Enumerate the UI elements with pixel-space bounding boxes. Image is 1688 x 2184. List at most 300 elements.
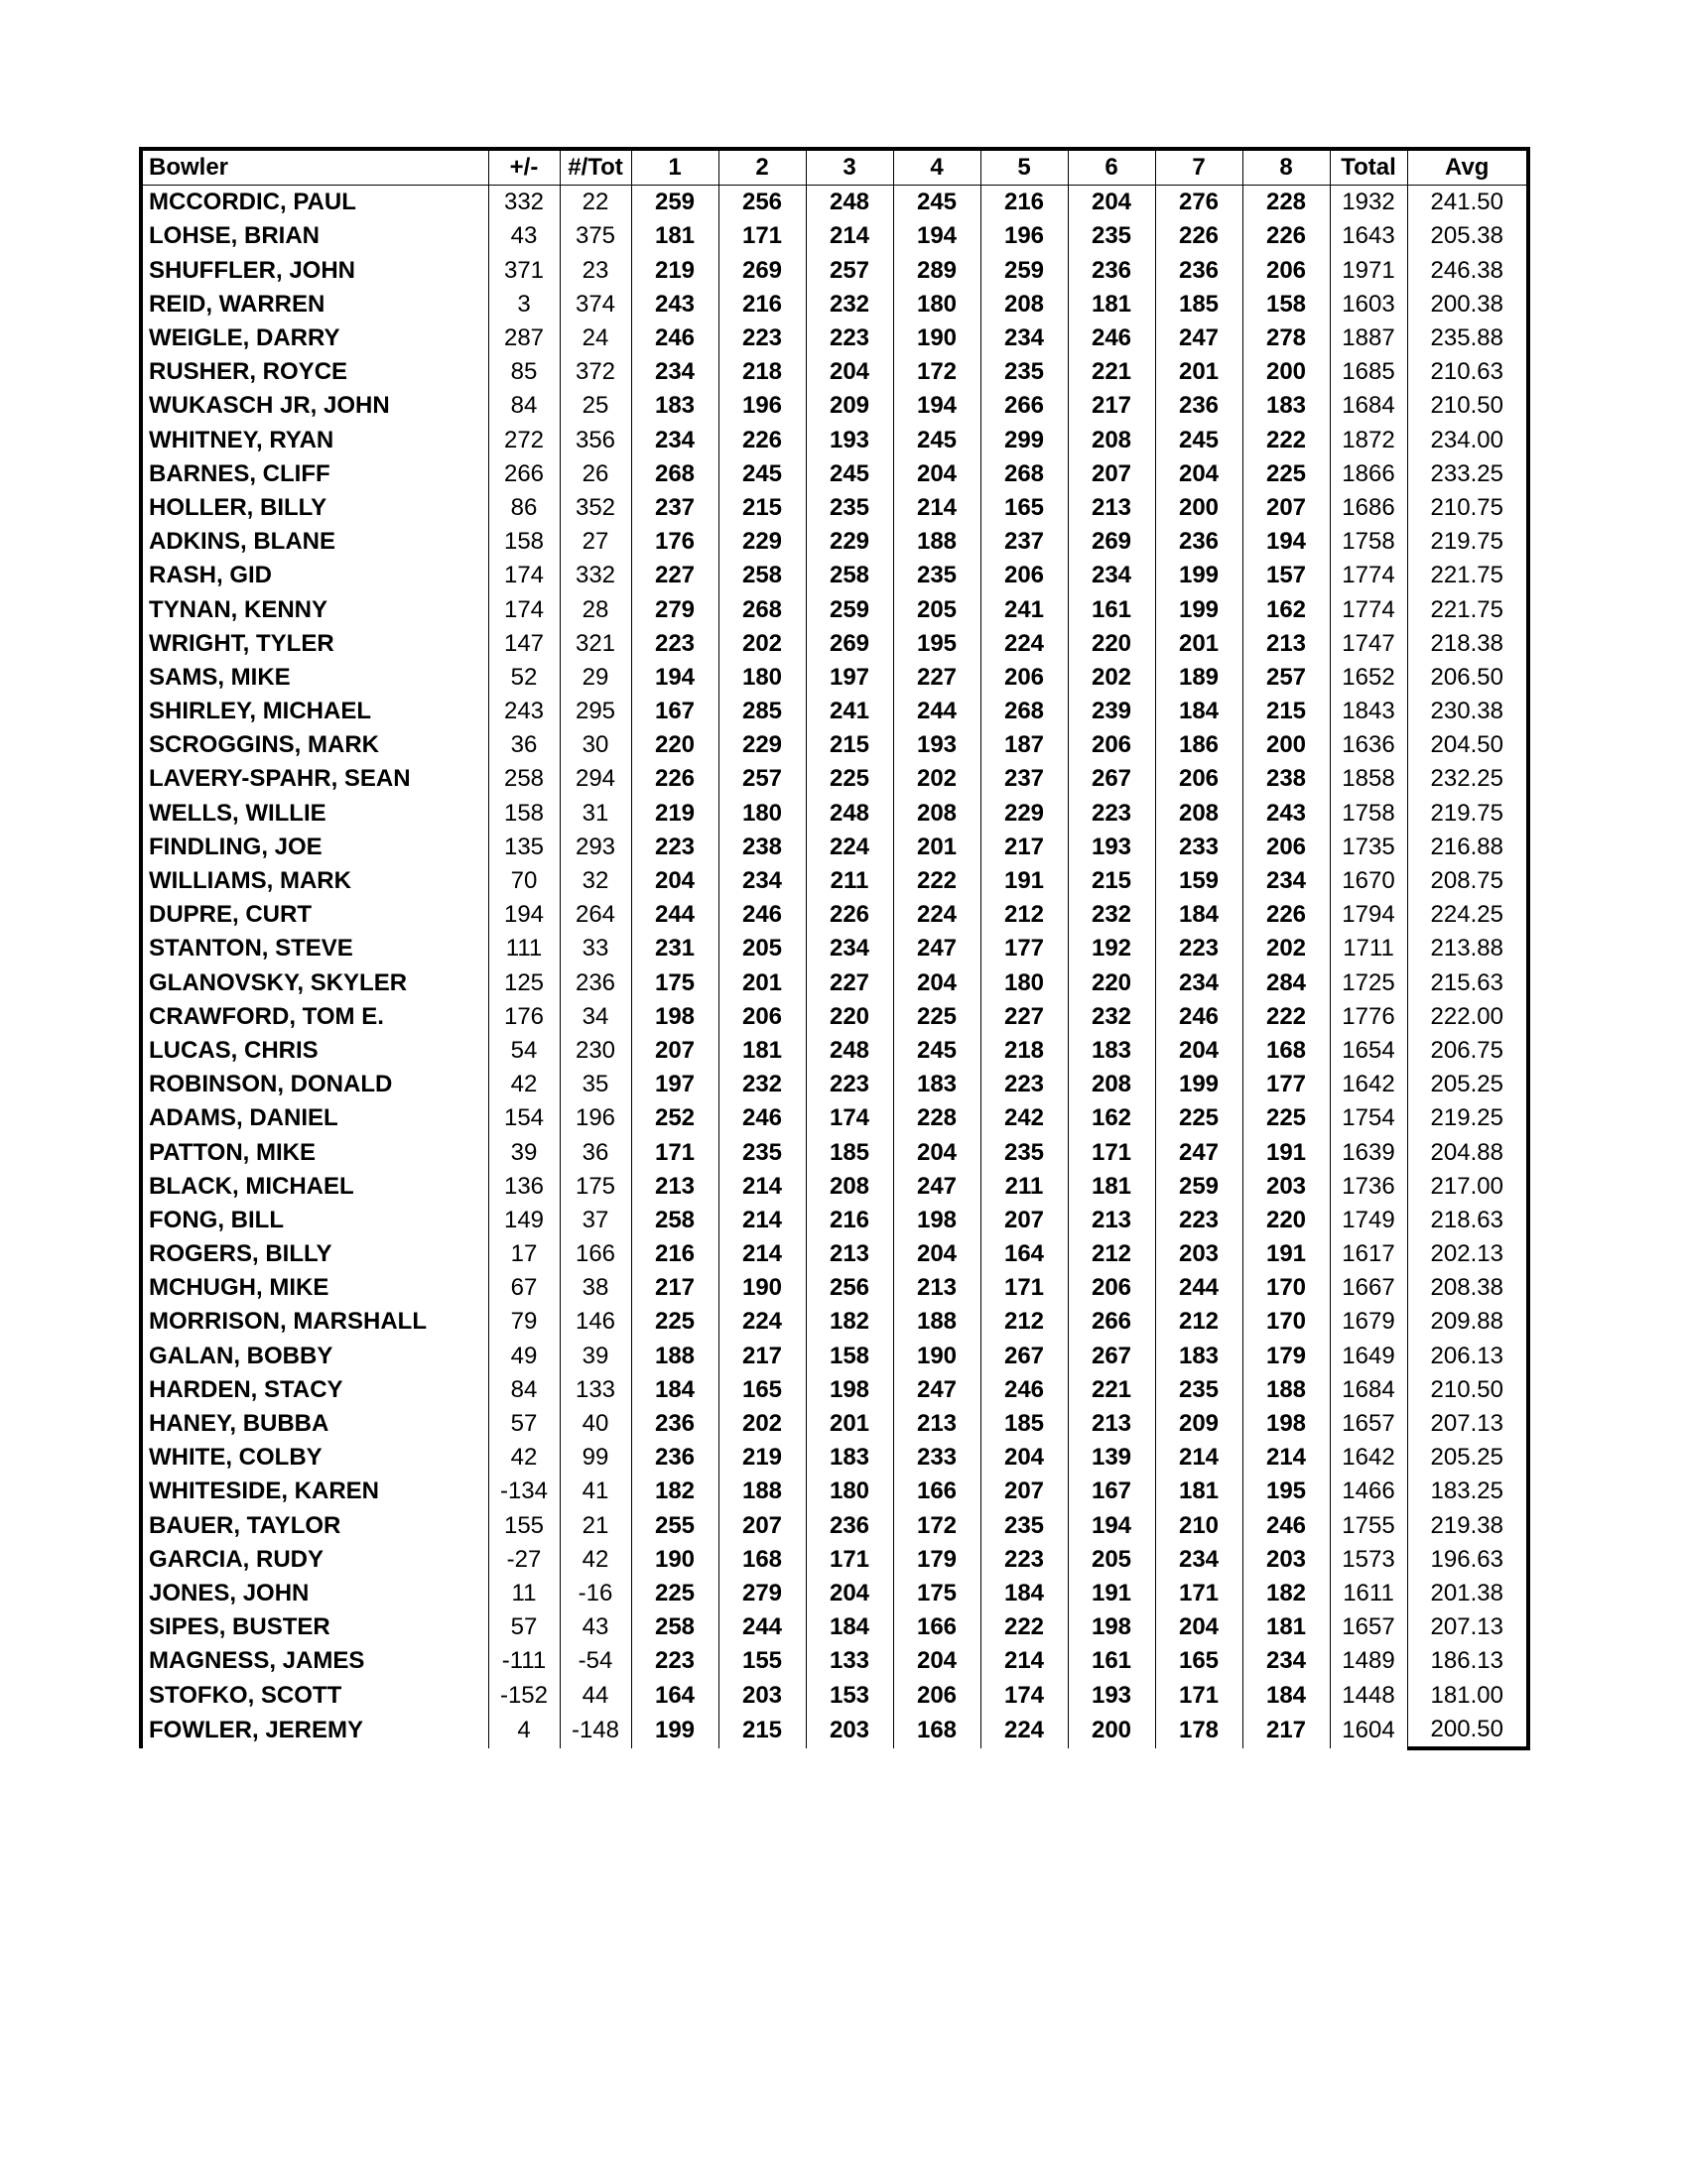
game-1-cell: 259 — [631, 186, 718, 220]
game-7-cell: 204 — [1155, 457, 1242, 491]
game-6-cell: 220 — [1068, 627, 1155, 661]
game-6-cell: 193 — [1068, 831, 1155, 864]
game-5-cell: 241 — [980, 592, 1068, 626]
number-total-cell: 43 — [560, 1610, 631, 1644]
number-total-cell: 38 — [560, 1271, 631, 1305]
game-7-cell: 246 — [1155, 1000, 1242, 1034]
game-2-cell: 223 — [718, 321, 806, 355]
game-7-cell: 236 — [1155, 525, 1242, 559]
game-8-cell: 225 — [1242, 1101, 1330, 1135]
table-row — [141, 424, 1528, 457]
game-5-cell: 206 — [980, 661, 1068, 695]
game-7-cell: 225 — [1155, 1101, 1242, 1135]
bowler-name-cell: GARCIA, RUDY — [141, 1543, 488, 1577]
game-8-cell: 183 — [1242, 389, 1330, 423]
game-6-cell: 161 — [1068, 592, 1155, 626]
game-7-cell: 199 — [1155, 1068, 1242, 1101]
game-4-cell: 194 — [893, 219, 980, 253]
game-5-cell: 237 — [980, 525, 1068, 559]
game-7-cell: 276 — [1155, 186, 1242, 220]
game-2-cell: 235 — [718, 1135, 806, 1169]
game-5-cell: 191 — [980, 864, 1068, 898]
number-total-cell: 356 — [560, 424, 631, 457]
plus-minus-cell: 111 — [488, 932, 560, 965]
total-cell: 1642 — [1330, 1068, 1407, 1101]
bowler-name-cell: MORRISON, MARSHALL — [141, 1305, 488, 1339]
game-4-cell: 206 — [893, 1678, 980, 1712]
table-row — [141, 1271, 1528, 1305]
plus-minus-cell: 272 — [488, 424, 560, 457]
game-5-cell: 212 — [980, 1305, 1068, 1339]
number-total-cell: 196 — [560, 1101, 631, 1135]
game-7-cell: 210 — [1155, 1509, 1242, 1543]
avg-cell: 200.38 — [1407, 288, 1528, 321]
game-4-cell: 208 — [893, 797, 980, 831]
game-6-cell: 269 — [1068, 525, 1155, 559]
avg-cell: 202.13 — [1407, 1237, 1528, 1271]
total-cell: 1872 — [1330, 424, 1407, 457]
game-3-cell: 193 — [806, 424, 893, 457]
bowler-score-table — [139, 147, 1530, 1750]
game-2-cell: 180 — [718, 661, 806, 695]
game-2-cell: 234 — [718, 864, 806, 898]
game-4-cell: 204 — [893, 1644, 980, 1678]
game-8-cell: 200 — [1242, 355, 1330, 389]
bowler-name-cell: PATTON, MIKE — [141, 1135, 488, 1169]
game-5-cell: 165 — [980, 491, 1068, 525]
game-2-cell: 279 — [718, 1577, 806, 1610]
game-1-cell: 225 — [631, 1577, 718, 1610]
game-3-cell: 216 — [806, 1204, 893, 1237]
game-3-cell: 213 — [806, 1237, 893, 1271]
bowler-name-cell: ADAMS, DANIEL — [141, 1101, 488, 1135]
bowler-name-cell: RASH, GID — [141, 559, 488, 592]
plus-minus-cell: 17 — [488, 1237, 560, 1271]
number-total-cell: 29 — [560, 661, 631, 695]
game-1-cell: 198 — [631, 1000, 718, 1034]
bowler-name-cell: BAUER, TAYLOR — [141, 1509, 488, 1543]
game-3-cell: 174 — [806, 1101, 893, 1135]
game-6-cell: 221 — [1068, 1373, 1155, 1407]
game-5-cell: 242 — [980, 1101, 1068, 1135]
number-total-cell: 41 — [560, 1475, 631, 1508]
game-8-cell: 168 — [1242, 1034, 1330, 1068]
game-5-cell: 218 — [980, 1034, 1068, 1068]
game-8-cell: 226 — [1242, 219, 1330, 253]
game-4-cell: 245 — [893, 186, 980, 220]
game-4-cell: 235 — [893, 559, 980, 592]
game-1-cell: 175 — [631, 966, 718, 1000]
game-3-cell: 183 — [806, 1441, 893, 1475]
plus-minus-cell: 70 — [488, 864, 560, 898]
game-8-cell: 200 — [1242, 728, 1330, 762]
game-5-cell: 237 — [980, 762, 1068, 796]
game-8-cell: 203 — [1242, 1543, 1330, 1577]
table-row — [141, 864, 1528, 898]
game-3-cell: 208 — [806, 1170, 893, 1204]
avg-cell: 206.13 — [1407, 1340, 1528, 1373]
table-row — [141, 762, 1528, 796]
plus-minus-cell: 155 — [488, 1509, 560, 1543]
game-5-cell: 184 — [980, 1577, 1068, 1610]
game-4-cell: 213 — [893, 1407, 980, 1441]
game-4-cell: 183 — [893, 1068, 980, 1101]
game-7-cell: 234 — [1155, 1543, 1242, 1577]
game-6-cell: 223 — [1068, 797, 1155, 831]
game-8-cell: 214 — [1242, 1441, 1330, 1475]
game-4-cell: 179 — [893, 1543, 980, 1577]
game-1-cell: 199 — [631, 1713, 718, 1748]
total-cell: 1667 — [1330, 1271, 1407, 1305]
game-8-cell: 243 — [1242, 797, 1330, 831]
game-2-cell: 201 — [718, 966, 806, 1000]
game-3-cell: 184 — [806, 1610, 893, 1644]
table-row — [141, 355, 1528, 389]
plus-minus-cell: 243 — [488, 695, 560, 728]
bowler-name-cell: LOHSE, BRIAN — [141, 219, 488, 253]
number-total-cell: 26 — [560, 457, 631, 491]
plus-minus-cell: 52 — [488, 661, 560, 695]
game-7-cell: 234 — [1155, 966, 1242, 1000]
game-3-cell: 223 — [806, 321, 893, 355]
game-6-cell: 220 — [1068, 966, 1155, 1000]
game-5-cell: 208 — [980, 288, 1068, 321]
game-4-cell: 193 — [893, 728, 980, 762]
game-4-cell: 172 — [893, 355, 980, 389]
total-cell: 1611 — [1330, 1577, 1407, 1610]
game-7-cell: 208 — [1155, 797, 1242, 831]
game-5-cell: 266 — [980, 389, 1068, 423]
game-8-cell: 158 — [1242, 288, 1330, 321]
avg-cell: 200.50 — [1407, 1713, 1528, 1748]
game-1-cell: 181 — [631, 219, 718, 253]
number-total-cell: 42 — [560, 1543, 631, 1577]
game-6-cell: 139 — [1068, 1441, 1155, 1475]
game-4-cell: 214 — [893, 491, 980, 525]
table-row — [141, 695, 1528, 728]
game-7-cell: 189 — [1155, 661, 1242, 695]
bowler-name-cell: WEIGLE, DARRY — [141, 321, 488, 355]
game-1-cell: 220 — [631, 728, 718, 762]
game-7-cell: 171 — [1155, 1577, 1242, 1610]
game-6-cell: 213 — [1068, 1407, 1155, 1441]
total-cell: 1755 — [1330, 1509, 1407, 1543]
game-8-cell: 257 — [1242, 661, 1330, 695]
game-8-cell: 188 — [1242, 1373, 1330, 1407]
bowler-name-cell: WUKASCH JR, JOHN — [141, 389, 488, 423]
game-7-cell: 244 — [1155, 1271, 1242, 1305]
game-4-cell: 247 — [893, 1170, 980, 1204]
total-cell: 1932 — [1330, 186, 1407, 220]
plus-minus-cell: 85 — [488, 355, 560, 389]
game-6-cell: 192 — [1068, 932, 1155, 965]
plus-minus-cell: 3 — [488, 288, 560, 321]
game-2-cell: 268 — [718, 592, 806, 626]
game-3-cell: 248 — [806, 1034, 893, 1068]
game-8-cell: 217 — [1242, 1713, 1330, 1748]
game-1-cell: 243 — [631, 288, 718, 321]
table-row — [141, 898, 1528, 932]
game-5-cell: 299 — [980, 424, 1068, 457]
game-1-cell: 237 — [631, 491, 718, 525]
game-7-cell: 247 — [1155, 1135, 1242, 1169]
number-total-cell: 37 — [560, 1204, 631, 1237]
total-cell: 1679 — [1330, 1305, 1407, 1339]
game-7-cell: 236 — [1155, 389, 1242, 423]
avg-cell: 213.88 — [1407, 932, 1528, 965]
game-6-cell: 161 — [1068, 1644, 1155, 1678]
number-total-cell: 34 — [560, 1000, 631, 1034]
table-row — [141, 254, 1528, 288]
game-5-cell: 267 — [980, 1340, 1068, 1373]
game-6-cell: 267 — [1068, 1340, 1155, 1373]
total-cell: 1774 — [1330, 559, 1407, 592]
total-cell: 1489 — [1330, 1644, 1407, 1678]
total-cell: 1736 — [1330, 1170, 1407, 1204]
total-cell: 1448 — [1330, 1678, 1407, 1712]
table-row — [141, 321, 1528, 355]
game-6-cell: 239 — [1068, 695, 1155, 728]
plus-minus-cell: 84 — [488, 389, 560, 423]
game-5-cell: 214 — [980, 1644, 1068, 1678]
game-1-cell: 219 — [631, 254, 718, 288]
game-5-cell: 171 — [980, 1271, 1068, 1305]
game-2-cell: 202 — [718, 1407, 806, 1441]
avg-cell: 208.75 — [1407, 864, 1528, 898]
header-game-8: 8 — [1242, 149, 1330, 186]
game-4-cell: 245 — [893, 1034, 980, 1068]
total-cell: 1670 — [1330, 864, 1407, 898]
bowler-name-cell: SCROGGINS, MARK — [141, 728, 488, 762]
game-1-cell: 236 — [631, 1441, 718, 1475]
game-1-cell: 188 — [631, 1340, 718, 1373]
table-row — [141, 1577, 1528, 1610]
game-6-cell: 213 — [1068, 1204, 1155, 1237]
game-7-cell: 223 — [1155, 1204, 1242, 1237]
game-3-cell: 204 — [806, 355, 893, 389]
total-cell: 1749 — [1330, 1204, 1407, 1237]
bowler-name-cell: WRIGHT, TYLER — [141, 627, 488, 661]
plus-minus-cell: 154 — [488, 1101, 560, 1135]
game-3-cell: 248 — [806, 797, 893, 831]
game-2-cell: 238 — [718, 831, 806, 864]
game-2-cell: 215 — [718, 1713, 806, 1748]
total-cell: 1603 — [1330, 288, 1407, 321]
game-7-cell: 165 — [1155, 1644, 1242, 1678]
number-total-cell: 32 — [560, 864, 631, 898]
game-3-cell: 235 — [806, 491, 893, 525]
plus-minus-cell: 84 — [488, 1373, 560, 1407]
game-1-cell: 223 — [631, 1644, 718, 1678]
header-game-4: 4 — [893, 149, 980, 186]
game-7-cell: 159 — [1155, 864, 1242, 898]
game-7-cell: 184 — [1155, 898, 1242, 932]
bowler-name-cell: SHUFFLER, JOHN — [141, 254, 488, 288]
game-8-cell: 162 — [1242, 592, 1330, 626]
table-row — [141, 1475, 1528, 1508]
game-3-cell: 153 — [806, 1678, 893, 1712]
number-total-cell: 40 — [560, 1407, 631, 1441]
game-4-cell: 188 — [893, 525, 980, 559]
game-8-cell: 220 — [1242, 1204, 1330, 1237]
number-total-cell: 375 — [560, 219, 631, 253]
game-2-cell: 215 — [718, 491, 806, 525]
plus-minus-cell: 158 — [488, 797, 560, 831]
total-cell: 1649 — [1330, 1340, 1407, 1373]
avg-cell: 181.00 — [1407, 1678, 1528, 1712]
game-3-cell: 259 — [806, 592, 893, 626]
game-2-cell: 245 — [718, 457, 806, 491]
header-row — [141, 149, 1528, 186]
plus-minus-cell: 4 — [488, 1713, 560, 1748]
game-1-cell: 184 — [631, 1373, 718, 1407]
number-total-cell: 372 — [560, 355, 631, 389]
game-6-cell: 202 — [1068, 661, 1155, 695]
game-5-cell: 206 — [980, 559, 1068, 592]
number-total-cell: 374 — [560, 288, 631, 321]
game-8-cell: 234 — [1242, 864, 1330, 898]
game-4-cell: 201 — [893, 831, 980, 864]
number-total-cell: 264 — [560, 898, 631, 932]
game-2-cell: 214 — [718, 1237, 806, 1271]
number-total-cell: 352 — [560, 491, 631, 525]
total-cell: 1843 — [1330, 695, 1407, 728]
game-1-cell: 268 — [631, 457, 718, 491]
avg-cell: 204.88 — [1407, 1135, 1528, 1169]
plus-minus-cell: 174 — [488, 559, 560, 592]
bowler-name-cell: GLANOVSKY, SKYLER — [141, 966, 488, 1000]
bowler-name-cell: ROGERS, BILLY — [141, 1237, 488, 1271]
number-total-cell: 133 — [560, 1373, 631, 1407]
header-plus-minus: +/- — [488, 149, 560, 186]
game-8-cell: 194 — [1242, 525, 1330, 559]
game-3-cell: 201 — [806, 1407, 893, 1441]
game-2-cell: 257 — [718, 762, 806, 796]
game-2-cell: 155 — [718, 1644, 806, 1678]
game-7-cell: 236 — [1155, 254, 1242, 288]
game-1-cell: 182 — [631, 1475, 718, 1508]
game-6-cell: 246 — [1068, 321, 1155, 355]
table-row — [141, 797, 1528, 831]
game-6-cell: 167 — [1068, 1475, 1155, 1508]
game-2-cell: 206 — [718, 1000, 806, 1034]
game-7-cell: 206 — [1155, 762, 1242, 796]
game-8-cell: 157 — [1242, 559, 1330, 592]
game-5-cell: 224 — [980, 627, 1068, 661]
game-1-cell: 258 — [631, 1610, 718, 1644]
game-3-cell: 245 — [806, 457, 893, 491]
bowler-name-cell: LUCAS, CHRIS — [141, 1034, 488, 1068]
game-1-cell: 223 — [631, 831, 718, 864]
game-4-cell: 247 — [893, 1373, 980, 1407]
table-row — [141, 457, 1528, 491]
avg-cell: 246.38 — [1407, 254, 1528, 288]
table-row — [141, 186, 1528, 220]
game-4-cell: 204 — [893, 457, 980, 491]
game-2-cell: 207 — [718, 1509, 806, 1543]
number-total-cell: 30 — [560, 728, 631, 762]
number-total-cell: 35 — [560, 1068, 631, 1101]
total-cell: 1654 — [1330, 1034, 1407, 1068]
game-5-cell: 207 — [980, 1204, 1068, 1237]
table-row — [141, 592, 1528, 626]
plus-minus-cell: 147 — [488, 627, 560, 661]
game-2-cell: 246 — [718, 1101, 806, 1135]
table-row — [141, 1237, 1528, 1271]
number-total-cell: 230 — [560, 1034, 631, 1068]
total-cell: 1657 — [1330, 1610, 1407, 1644]
game-6-cell: 207 — [1068, 457, 1155, 491]
bowler-name-cell: WHITNEY, RYAN — [141, 424, 488, 457]
game-5-cell: 187 — [980, 728, 1068, 762]
game-4-cell: 247 — [893, 932, 980, 965]
bowler-name-cell: FINDLING, JOE — [141, 831, 488, 864]
game-6-cell: 198 — [1068, 1610, 1155, 1644]
game-6-cell: 193 — [1068, 1678, 1155, 1712]
game-2-cell: 196 — [718, 389, 806, 423]
total-cell: 1747 — [1330, 627, 1407, 661]
bowler-name-cell: DUPRE, CURT — [141, 898, 488, 932]
game-6-cell: 171 — [1068, 1135, 1155, 1169]
number-total-cell: 44 — [560, 1678, 631, 1712]
game-6-cell: 162 — [1068, 1101, 1155, 1135]
plus-minus-cell: 42 — [488, 1068, 560, 1101]
game-4-cell: 289 — [893, 254, 980, 288]
header-game-7: 7 — [1155, 149, 1242, 186]
plus-minus-cell: -152 — [488, 1678, 560, 1712]
number-total-cell: -148 — [560, 1713, 631, 1748]
game-1-cell: 252 — [631, 1101, 718, 1135]
game-3-cell: 215 — [806, 728, 893, 762]
total-cell: 1725 — [1330, 966, 1407, 1000]
game-1-cell: 216 — [631, 1237, 718, 1271]
total-cell: 1642 — [1330, 1441, 1407, 1475]
game-6-cell: 235 — [1068, 219, 1155, 253]
table-row — [141, 661, 1528, 695]
plus-minus-cell: 266 — [488, 457, 560, 491]
game-5-cell: 174 — [980, 1678, 1068, 1712]
game-5-cell: 268 — [980, 695, 1068, 728]
game-2-cell: 205 — [718, 932, 806, 965]
game-7-cell: 199 — [1155, 559, 1242, 592]
table-row — [141, 1068, 1528, 1101]
game-6-cell: 208 — [1068, 424, 1155, 457]
game-5-cell: 185 — [980, 1407, 1068, 1441]
game-3-cell: 256 — [806, 1271, 893, 1305]
game-2-cell: 202 — [718, 627, 806, 661]
game-1-cell: 258 — [631, 1204, 718, 1237]
plus-minus-cell: 149 — [488, 1204, 560, 1237]
game-4-cell: 198 — [893, 1204, 980, 1237]
game-5-cell: 235 — [980, 1135, 1068, 1169]
game-7-cell: 235 — [1155, 1373, 1242, 1407]
bowler-name-cell: SHIRLEY, MICHAEL — [141, 695, 488, 728]
game-8-cell: 206 — [1242, 831, 1330, 864]
game-2-cell: 285 — [718, 695, 806, 728]
game-3-cell: 171 — [806, 1543, 893, 1577]
table-row — [141, 728, 1528, 762]
game-4-cell: 244 — [893, 695, 980, 728]
game-8-cell: 234 — [1242, 1644, 1330, 1678]
avg-cell: 206.50 — [1407, 661, 1528, 695]
number-total-cell: 23 — [560, 254, 631, 288]
bowler-name-cell: FONG, BILL — [141, 1204, 488, 1237]
game-4-cell: 225 — [893, 1000, 980, 1034]
plus-minus-cell: 287 — [488, 321, 560, 355]
header-total: Total — [1330, 149, 1407, 186]
game-1-cell: 227 — [631, 559, 718, 592]
avg-cell: 209.88 — [1407, 1305, 1528, 1339]
